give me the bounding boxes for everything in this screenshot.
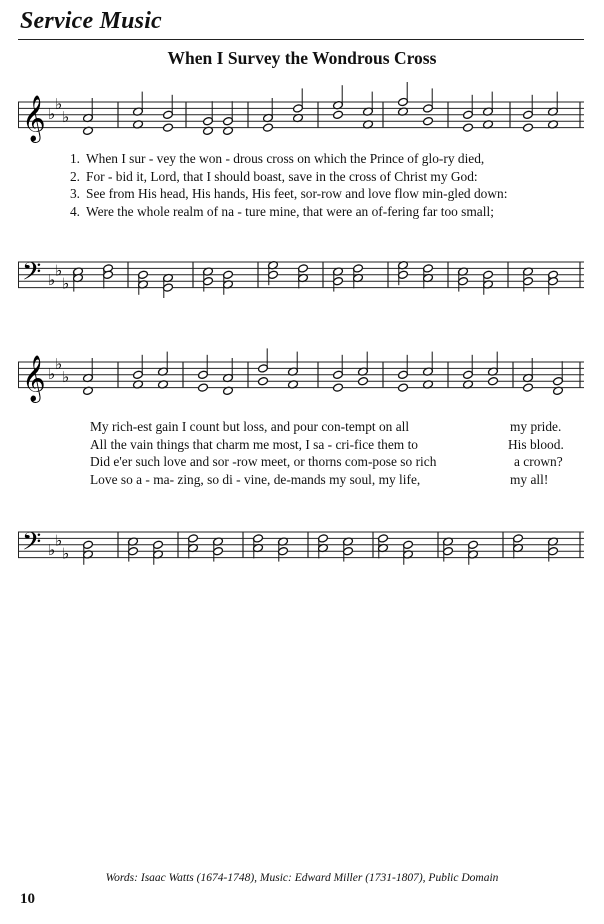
treble-staff-system-2 — [18, 348, 584, 410]
verse-text: Were the whole realm of na - ture mine, that were an of-fering far too small; — [86, 203, 494, 219]
note-head — [463, 123, 474, 132]
verse-line — [58, 203, 598, 221]
note-head — [358, 377, 369, 386]
header-rule — [18, 39, 584, 40]
note-head — [423, 117, 434, 126]
credits-line: Words: Isaac Watts (1674-1748), Music: Edward Miller (1731-1807), Public Domain — [105, 872, 499, 884]
lyric-text: Did e'er such love and sor -row meet, or thorns com-pose so rich — [90, 454, 437, 470]
flat-sign: ♭ — [55, 261, 63, 280]
lyric-text: My rich-est gain I count but loss, and pour con-tempt on all — [90, 419, 410, 434]
bass-staff-system-2 — [18, 498, 584, 580]
flat-sign: ♭ — [62, 368, 70, 386]
flat-sign: ♭ — [48, 104, 56, 123]
bass-staff-system-1 — [18, 228, 584, 310]
verse-number: 1. — [69, 151, 80, 166]
note-head — [263, 123, 274, 132]
treble-clef-icon: 𝄞 — [22, 95, 46, 142]
lyric-ending: His blood. — [508, 436, 564, 452]
verse-lyrics — [58, 150, 598, 220]
lyric-ending: my pride. — [510, 419, 562, 434]
lyric-line — [90, 418, 590, 436]
flat-sign: ♭ — [62, 544, 70, 563]
page-number: 10 — [20, 891, 35, 907]
verse-line — [58, 168, 598, 186]
flat-sign: ♭ — [55, 531, 63, 550]
verse-text: For - bid it, Lord, that I should boast, save in the cross of Christ my God: — [86, 168, 478, 184]
lyric-line — [90, 453, 590, 471]
hymn-title: When I Survey the Wondrous Cross — [167, 48, 437, 68]
note-head — [398, 383, 409, 392]
note-head — [333, 110, 344, 119]
refrain-lyrics — [90, 418, 590, 488]
bass-clef-icon: 𝄢 — [22, 527, 42, 563]
lyric-line — [90, 436, 590, 454]
note-head — [163, 123, 174, 132]
flat-sign: ♭ — [62, 108, 70, 126]
lyric-ending: a crown? — [514, 454, 563, 470]
verse-number: 4. — [69, 203, 80, 219]
note-head — [258, 377, 269, 386]
lyric-text: All the vain things that charm me most, I sa - cri-fice them to — [90, 436, 418, 452]
verse-line — [58, 150, 598, 168]
verse-number: 3. — [69, 186, 80, 202]
note-head — [523, 123, 534, 132]
verse-text: When I sur - vey the won - drous cross on which the Prince of glo-ry died, — [86, 151, 485, 166]
verse-number: 2. — [69, 168, 80, 184]
lyric-line — [90, 471, 590, 489]
flat-sign: ♭ — [48, 271, 56, 290]
bass-clef-icon: 𝄢 — [22, 257, 42, 293]
flat-sign: ♭ — [62, 274, 70, 293]
verse-line — [58, 185, 598, 203]
flat-sign: ♭ — [55, 355, 63, 374]
flat-sign: ♭ — [48, 364, 56, 383]
treble-staff-system-1 — [18, 88, 584, 150]
lyric-text: Love so a - ma- zing, so di - vine, de-mands my soul, my life, — [90, 471, 421, 487]
section-title: Service Music — [20, 8, 162, 34]
note-head — [488, 377, 499, 386]
flat-sign: ♭ — [55, 95, 63, 114]
treble-clef-icon: 𝄞 — [22, 355, 46, 402]
flat-sign: ♭ — [48, 541, 56, 560]
note-head — [333, 383, 344, 392]
note-head — [198, 383, 209, 392]
note-head — [523, 383, 534, 392]
verse-text: See from His head, His hands, His feet, sor-row and love flow min-gled down: — [86, 186, 508, 202]
lyric-ending: my all! — [510, 471, 549, 487]
